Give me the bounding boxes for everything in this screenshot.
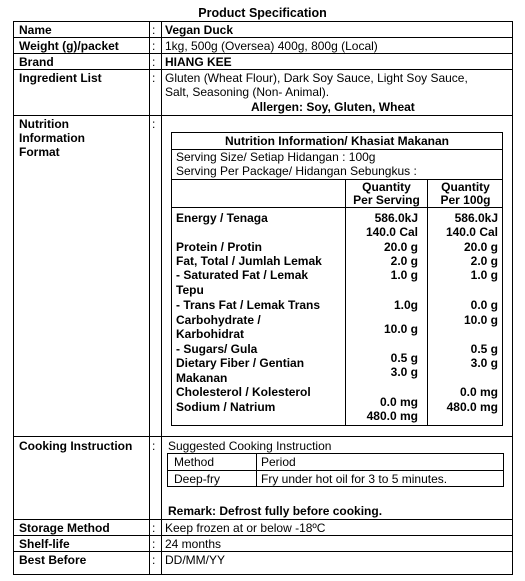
row-divider — [14, 69, 512, 70]
energy-per100-cal: 140.0 Cal — [445, 225, 498, 239]
carb-serving: 10.0 g — [383, 322, 418, 336]
best-before-value: DD/MM/YY — [165, 553, 225, 567]
cooking-divider — [168, 470, 503, 471]
fiber-label-2: Makanan — [176, 371, 228, 385]
ingredient-line-2: Salt, Seasoning (Non- Animal). — [165, 85, 330, 99]
colon: : — [152, 537, 156, 551]
carb-per100: 10.0 g — [463, 313, 498, 327]
label-colon-divider — [149, 22, 150, 574]
nutrition-label-line-2: Information — [19, 131, 85, 145]
ingredient-line-1: Gluten (Wheat Flour), Dark Soy Sauce, Light Soy Sauce, — [165, 71, 468, 85]
name-label: Name — [19, 23, 52, 37]
colon-value-divider — [161, 22, 162, 574]
fiber-serving-b: 3.0 g — [390, 365, 418, 379]
energy-serving-kj: 586.0kJ — [374, 211, 418, 225]
shelf-life-label: Shelf-life — [19, 537, 70, 551]
cooking-method: Deep-fry — [174, 472, 221, 486]
sodium-label: Sodium / Natrium — [176, 400, 276, 414]
cooking-period: Fry under hot oil for 3 to 5 minutes. — [261, 472, 448, 486]
allergen-statement: Allergen: Soy, Gluten, Wheat — [251, 100, 415, 114]
nutrition-divider — [172, 207, 502, 208]
sodium-serving-a: 0.0 mg — [379, 395, 418, 409]
row-divider — [14, 535, 512, 536]
row-divider — [14, 436, 512, 437]
serving-size: Serving Size/ Setiap Hidangan : 100g — [176, 150, 376, 164]
trans-fat-label: - Trans Fat / Lemak Trans — [176, 298, 321, 312]
method-header: Method — [174, 455, 215, 469]
colon: : — [152, 71, 156, 85]
servings-per-package: Serving Per Package/ Hidangan Sebungkus : — [176, 164, 417, 178]
period-header: Period — [261, 455, 296, 469]
best-before-label: Best Before — [19, 553, 87, 567]
cooking-remark: Remark: Defrost fully before cooking. — [168, 504, 383, 518]
trans-fat-per100: 0.0 g — [470, 298, 498, 312]
sat-fat-label-2: Tepu — [176, 283, 204, 297]
nutrition-col-divider — [345, 179, 346, 425]
carb-label-2: Karbohidrat — [176, 327, 245, 341]
fiber-label-1: Dietary Fiber / Gentian — [176, 356, 305, 370]
sodium-serving-b: 480.0 mg — [366, 409, 418, 423]
name-value: Vegan Duck — [165, 23, 234, 37]
sat-fat-per100: 1.0 g — [470, 268, 498, 282]
col-per-serving-header-2: Per Serving — [353, 193, 420, 207]
nutrition-info-table — [171, 132, 503, 426]
col-per-serving-header-1: Quantity — [362, 180, 411, 194]
row-divider — [14, 53, 512, 54]
document-title: Product Specification — [198, 6, 327, 20]
cooking-method-table — [167, 453, 504, 487]
protein-label: Protein / Protin — [176, 240, 263, 254]
fiber-per100: 3.0 g — [470, 356, 498, 370]
energy-label: Energy / Tenaga — [176, 211, 268, 225]
fat-per100: 2.0 g — [470, 254, 498, 268]
shelf-life-value: 24 months — [165, 537, 222, 551]
nutrition-label-line-3: Format — [19, 145, 60, 159]
colon: : — [152, 521, 156, 535]
colon: : — [152, 117, 156, 131]
cholesterol-label: Cholesterol / Kolesterol — [176, 385, 311, 399]
row-divider — [14, 551, 512, 552]
weight-value: 1kg, 500g (Oversea) 400g, 800g (Local) — [165, 39, 378, 53]
storage-label: Storage Method — [19, 521, 110, 535]
nutrition-heading: Nutrition Information/ Khasiat Makanan — [224, 134, 449, 148]
ingredient-label: Ingredient List — [19, 71, 102, 85]
protein-per100: 20.0 g — [463, 240, 498, 254]
weight-label: Weight (g)/packet — [19, 39, 119, 53]
sat-fat-label-1: - Saturated Fat / Lemak — [176, 268, 309, 282]
row-divider — [14, 37, 512, 38]
fat-label: Fat, Total / Jumlah Lemak — [176, 254, 322, 268]
colon: : — [152, 23, 156, 37]
storage-value: Keep frozen at or below -18ºC — [165, 521, 326, 535]
protein-serving: 20.0 g — [383, 240, 418, 254]
trans-fat-serving: 1.0g — [393, 298, 418, 312]
sodium-per100: 480.0 mg — [446, 400, 498, 414]
col-per-100g-header-2: Per 100g — [440, 193, 491, 207]
col-per-100g-header-1: Quantity — [441, 180, 490, 194]
sugars-label: - Sugars/ Gula — [176, 342, 258, 356]
brand-value: HIANG KEE — [165, 55, 232, 69]
energy-serving-cal: 140.0 Cal — [365, 225, 418, 239]
fat-serving: 2.0 g — [390, 254, 418, 268]
row-divider — [14, 519, 512, 520]
suggested-cooking: Suggested Cooking Instruction — [168, 439, 332, 453]
colon: : — [152, 55, 156, 69]
energy-per100-kj: 586.0kJ — [454, 211, 498, 225]
nutrition-col-divider — [427, 179, 428, 425]
cooking-col-divider — [256, 454, 257, 486]
sugars-per100: 0.5 g — [470, 342, 498, 356]
cooking-label: Cooking Instruction — [19, 439, 133, 453]
colon: : — [152, 439, 156, 453]
fiber-serving-a: 0.5 g — [390, 351, 418, 365]
product-spec-table — [13, 21, 513, 575]
sat-fat-serving: 1.0 g — [390, 268, 418, 282]
colon: : — [152, 553, 156, 567]
carb-label-1: Carbohydrate / — [176, 313, 261, 327]
row-divider — [14, 115, 512, 116]
cholesterol-per100: 0.0 mg — [459, 385, 498, 399]
brand-label: Brand — [19, 55, 54, 69]
nutrition-label-line-1: Nutrition — [19, 117, 69, 131]
colon: : — [152, 39, 156, 53]
